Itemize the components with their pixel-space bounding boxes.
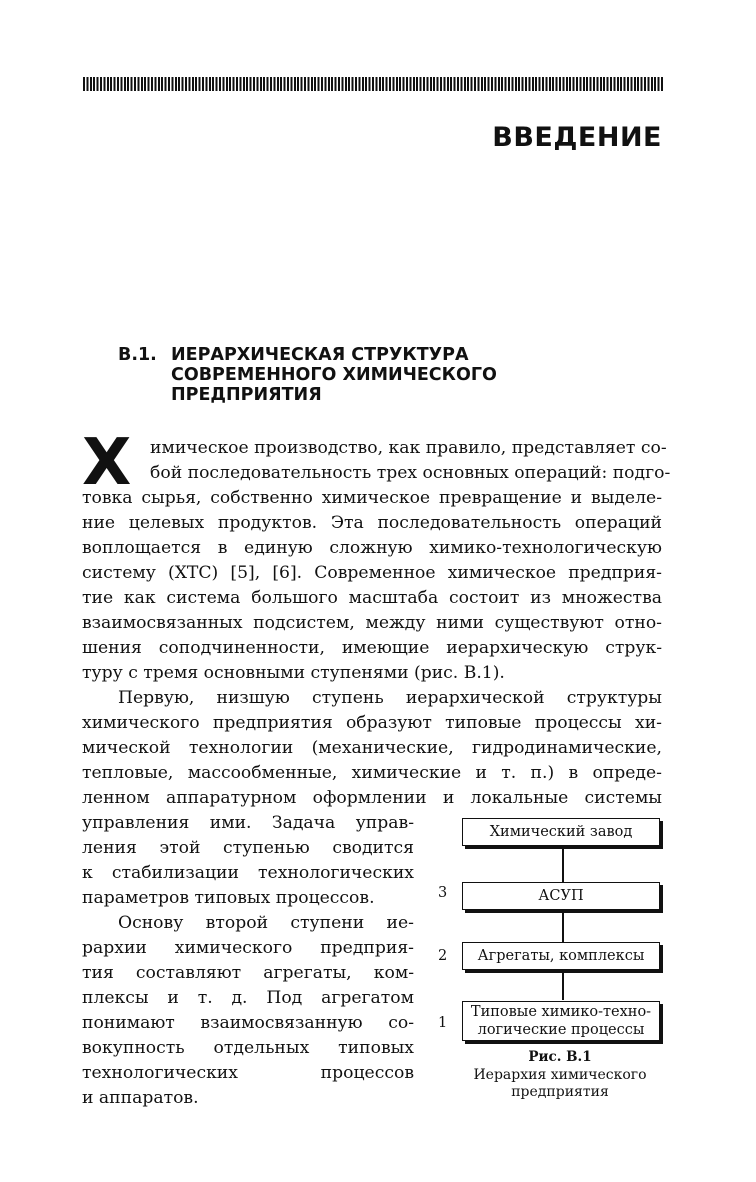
- paragraph-line: рархии химического предприя-: [82, 938, 414, 958]
- connector-line: [562, 908, 564, 942]
- level-label: логические процессы: [477, 1022, 645, 1038]
- level-number: 1: [438, 1015, 448, 1031]
- level-label: Типовые химико-техно-: [470, 1004, 652, 1020]
- section-title-line: ИЕРАРХИЧЕСКАЯ СТРУКТУРА: [171, 345, 469, 365]
- paragraph-line: химического предприятия образуют типовые процессы хи-: [82, 713, 662, 733]
- chapter-title: ВВЕДЕНИЕ: [492, 122, 662, 153]
- paragraph-line: тепловые, массообменные, химические и т. п.) в опреде-: [82, 763, 662, 783]
- connector-line: [562, 966, 564, 1000]
- paragraph-line: тия составляют агрегаты, ком-: [82, 963, 414, 983]
- paragraph-line: Основу второй ступени ие-: [118, 913, 414, 933]
- level-label: Химический завод: [489, 824, 633, 840]
- paragraph-line: вокупность отдельных типовых: [82, 1038, 414, 1058]
- level-box-plant: [462, 818, 660, 846]
- paragraph-line: ленном аппаратурном оформлении и локальные системы: [82, 788, 662, 808]
- figure-caption-title: Рис. В.1: [528, 1049, 592, 1065]
- level-label: АСУП: [538, 888, 584, 904]
- paragraph-line: товка сырья, собственно химическое превращение и выделе-: [82, 488, 662, 508]
- paragraph-line: технологических процессов: [82, 1063, 414, 1083]
- section-title: [171, 345, 601, 405]
- drop-cap: Х: [82, 426, 132, 500]
- level-box-aggregates: [462, 942, 660, 970]
- section-title-line: ПРЕДПРИЯТИЯ: [171, 385, 322, 405]
- paragraph-line: воплощается в единую сложную химико-технологическую: [82, 538, 662, 558]
- paragraph-line: тие как система большого масштаба состоит из множества: [82, 588, 662, 608]
- figure-caption-line: предприятия: [511, 1084, 609, 1100]
- paragraph-line: ления этой ступенью сводится: [82, 838, 414, 858]
- section-title-line: СОВРЕМЕННОГО ХИМИЧЕСКОГО: [171, 365, 497, 385]
- paragraph-line: понимают взаимосвязанную со-: [82, 1013, 414, 1033]
- level-number: 2: [438, 948, 448, 964]
- level-number: 3: [438, 885, 448, 901]
- paragraph-line: мической технологии (механические, гидродинамические,: [82, 738, 662, 758]
- level-box-asup: [462, 882, 660, 910]
- paragraph-line: плексы и т. д. Под агрегатом: [82, 988, 414, 1008]
- paragraph-line: систему (ХТС) [5], [6]. Современное химическое предприя-: [82, 563, 662, 583]
- paragraph-line: параметров типовых процессов.: [82, 888, 375, 908]
- paragraph-line: шения соподчиненности, имеющие иерархическую струк-: [82, 638, 662, 658]
- paragraph-line: и аппаратов.: [82, 1088, 199, 1108]
- paragraph-line: взаимосвязанных подсистем, между ними существуют отно-: [82, 613, 662, 633]
- paragraph-line: бой последовательность трех основных операций: подго-: [150, 463, 671, 483]
- connector-line: [562, 844, 564, 884]
- figure-caption-line: Иерархия химического: [473, 1067, 647, 1083]
- level-box-processes: [462, 1001, 660, 1041]
- paragraph-line: туру с тремя основными ступенями (рис. В.1).: [82, 663, 505, 683]
- level-label: Агрегаты, комплексы: [477, 948, 645, 964]
- figure-caption: [440, 1067, 680, 1101]
- paragraph-line: ние целевых продуктов. Эта последовательность операций: [82, 513, 662, 533]
- section-number: В.1.: [118, 345, 157, 365]
- header-rule: [83, 77, 663, 91]
- paragraph-line: к стабилизации технологических: [82, 863, 414, 883]
- paragraph-line: управления ими. Задача управ-: [82, 813, 414, 833]
- paragraph-line: Первую, низшую ступень иерархической структуры: [118, 688, 662, 708]
- paragraph-line: имическое производство, как правило, представляет со-: [150, 438, 667, 458]
